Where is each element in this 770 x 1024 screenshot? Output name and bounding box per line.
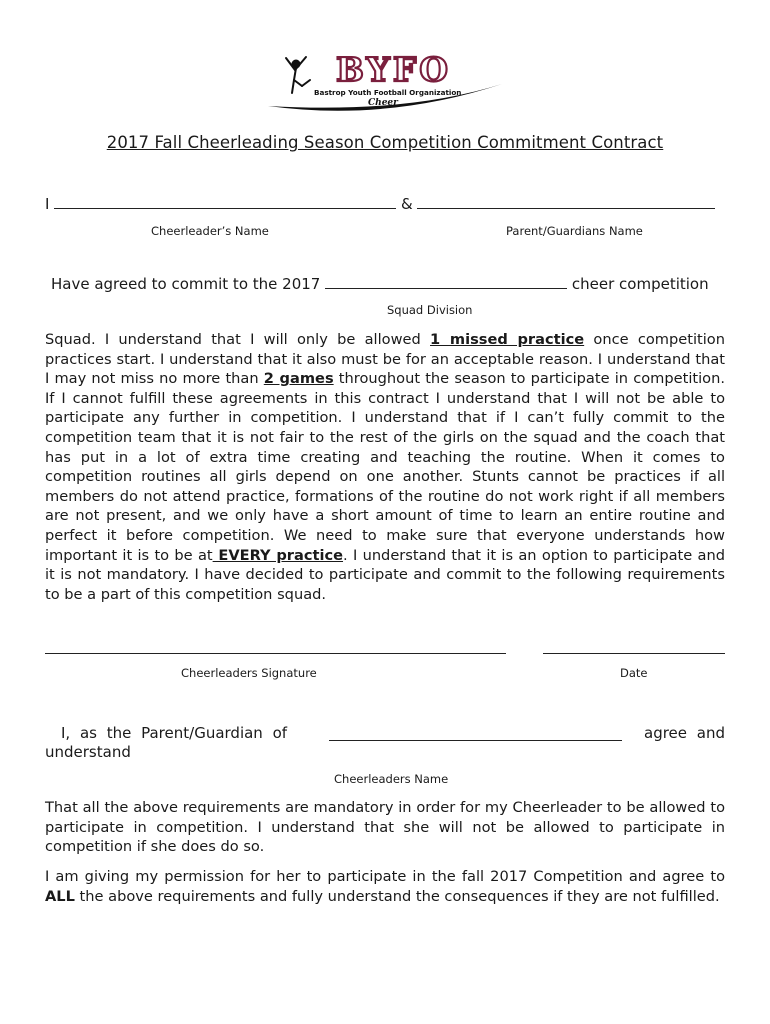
permission-text-1: I am giving my permission for her to participate in the fall 2017 Competition and agree to: [45, 868, 725, 885]
squad-division-caption: Squad Division: [387, 303, 473, 317]
names-line: [45, 194, 715, 213]
names-amp: &: [401, 195, 413, 213]
parent-name-caption: Parent/Guardians Name: [506, 224, 643, 238]
permission-paragraph: [45, 867, 725, 906]
cheerleader-signature-line[interactable]: [45, 653, 506, 654]
parent-cheerleader-name-blank[interactable]: [329, 724, 622, 741]
date-caption: Date: [620, 666, 648, 680]
commitment-paragraph: [45, 330, 725, 604]
logo-org-name: Bastrop Youth Football Organization: [314, 88, 462, 97]
requirements-paragraph: That all the above requirements are mandatory in order for my Cheerleader to be allowed to participate in competition. I understand that she will not be allowed to participate in competition if she does do so.: [45, 799, 725, 856]
signature-caption: Cheerleaders Signature: [181, 666, 317, 680]
cheerleader-name-blank[interactable]: [54, 194, 396, 209]
paragraph-text-1: Squad. I understand that I will only be allowed: [45, 331, 431, 348]
logo-sub: Cheer: [368, 98, 398, 108]
parent-wrap: understand: [45, 743, 131, 761]
missed-practice-emphasis: 1 missed practice: [430, 331, 585, 348]
parent-lead: I, as the Parent/Guardian of: [61, 724, 288, 742]
cheerleaders-name-caption: Cheerleaders Name: [334, 772, 449, 786]
paragraph-text-2: once competition practices start. I understand that it also must be for an acceptable reason. I understand that I may not miss no more than: [45, 331, 725, 388]
cheerleader-silhouette-icon: [286, 57, 310, 93]
squad-division-blank[interactable]: [325, 274, 567, 289]
parent-name-blank[interactable]: [417, 194, 715, 209]
every-practice-emphasis: EVERY practice: [212, 546, 344, 564]
date-line[interactable]: [543, 653, 725, 654]
byfo-logo-graphic: [266, 48, 506, 118]
cheerleader-name-caption: Cheerleader’s Name: [151, 224, 269, 238]
permission-text-2: the above requirements and fully understand the consequences if they are not fulfilled.: [74, 887, 720, 905]
commit-line: [51, 274, 709, 293]
games-emphasis: 2 games: [263, 370, 334, 388]
paragraph-text-3: throughout the season to participate in competition. If I cannot fulfill these agreements in this contract I understand that I will not be able to participate any further in competition. I understand that if I can’t fully commit to the competition team that it is not fair to the rest of the girls on the squad and the coach that has put in a lot of extra time creating and teaching the routine. When it comes to competition routines all girls depend on one another. Stunts cannot be practices if all members do not attend practice, formations of the routine do not work right if all members are not present, and we only have a short amount of time to learn an entire routine and perfect it before competition. We need to make sure that everyone understands how important it is to be at: [45, 370, 725, 564]
names-prefix: I: [45, 195, 50, 213]
all-emphasis: ALL: [45, 887, 75, 905]
logo-letters: BYFO: [336, 50, 452, 89]
commit-before: Have agreed to commit to the 2017: [51, 275, 321, 293]
document-title: 2017 Fall Cheerleading Season Competition Commitment Contract: [106, 133, 664, 152]
parent-tail: agree and: [644, 724, 725, 742]
paragraph-text-4: . I understand that it is an option to participate and it is not mandatory. I have decided to participate and commit to the following requirements to be a part of this competition squad.: [45, 546, 725, 603]
commit-after: cheer competition: [571, 275, 709, 293]
byfo-logo: [266, 48, 506, 118]
